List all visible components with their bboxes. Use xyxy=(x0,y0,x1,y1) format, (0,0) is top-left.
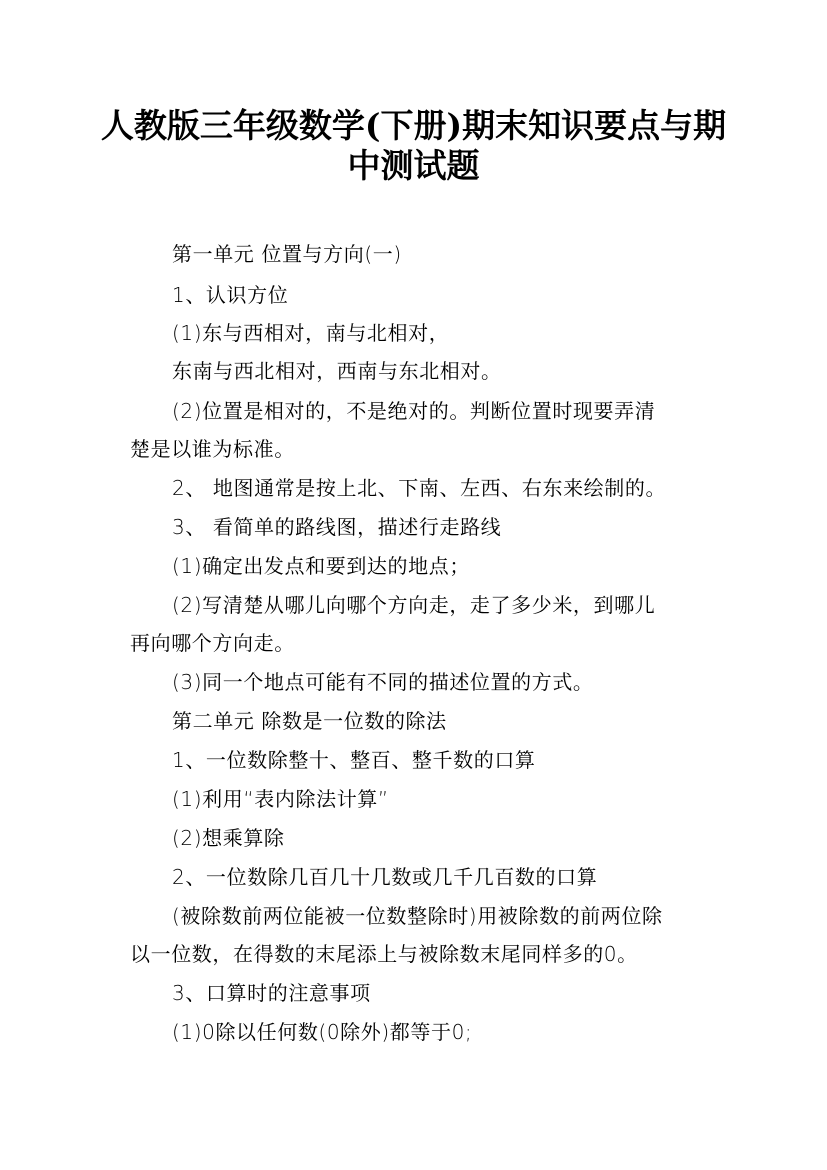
document-title-line-2: 中测试题 xyxy=(347,146,480,185)
text-line: 3、口算时的注意事项 xyxy=(172,981,371,1005)
text-line: 3、 看简单的路线图，描述行走路线 xyxy=(172,515,502,539)
text-line: (2)想乘算除 xyxy=(172,826,285,850)
text-line: (被除数前两位能被一位数整除时)用被除数的前两位除 xyxy=(172,904,663,928)
text-line: 以一位数，在得数的末尾添上与被除数末尾同样多的0。 xyxy=(130,942,638,966)
text-line: 2、 地图通常是按上北、下南、左西、右东来绘制的。 xyxy=(172,476,667,500)
text-line: (1)东与西相对，南与北相对， xyxy=(172,321,450,345)
unit-heading: 第一单元 位置与方向(一) xyxy=(172,242,402,266)
text-line: (1)0除以任何数(0除外)都等于0; xyxy=(172,1020,473,1044)
text-line: (2)位置是相对的，不是绝对的。判断位置时现要弄清 xyxy=(172,399,656,423)
unit-heading: 第二单元 除数是一位数的除法 xyxy=(172,709,447,733)
text-line: 再向哪个方向走。 xyxy=(130,631,295,655)
text-line: 2、一位数除几百几十几数或几千几百数的口算 xyxy=(172,865,598,889)
text-line: 东南与西北相对，西南与东北相对。 xyxy=(172,359,502,383)
text-line: (1)确定出发点和要到达的地点； xyxy=(172,554,470,578)
text-line: (3)同一个地点可能有不同的描述位置的方式。 xyxy=(172,670,594,694)
text-line: 楚是以谁为标准。 xyxy=(130,437,295,461)
document-title-line-1: 人教版三年级数学(下册)期末知识要点与期 xyxy=(100,106,727,145)
text-line: 1、认识方位 xyxy=(172,283,289,307)
text-line: 1、一位数除整十、整百、整千数的口算 xyxy=(172,748,536,772)
text-line: (1)利用“表内除法计算” xyxy=(172,787,389,811)
text-line: (2)写清楚从哪儿向哪个方向走，走了多少米，到哪儿 xyxy=(172,593,656,617)
